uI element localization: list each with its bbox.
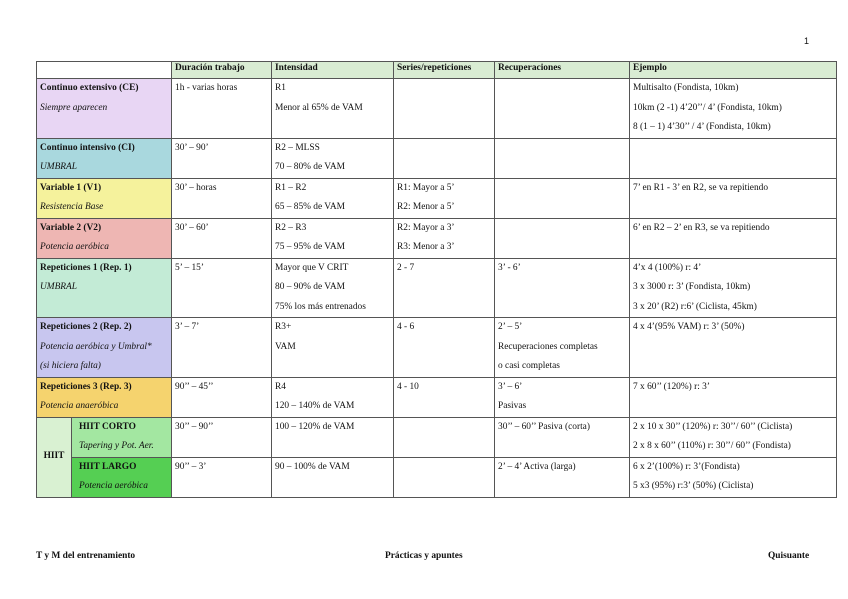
ejemplo-cell xyxy=(630,457,837,497)
intensidad-cell xyxy=(272,457,394,497)
ejemplo-cell xyxy=(630,138,837,178)
method-name: Continuo extensivo (CE) xyxy=(40,83,139,93)
ejemplo-cell-line: 2 x 8 x 60’’ (110%) r: 30’’/ 60’’ (Fondista) xyxy=(633,441,791,451)
duracion-cell-text: 5’ – 15’ xyxy=(175,262,204,273)
table-row xyxy=(37,258,837,318)
intensidad-cell xyxy=(272,178,394,218)
intensidad-cell-line: R1 xyxy=(275,83,286,93)
recuperaciones-cell-line: 30’’ – 60’’ Pasiva (corta) xyxy=(498,421,590,432)
table-row xyxy=(37,318,837,378)
footer-center: Prácticas y apuntes xyxy=(385,551,463,561)
method-name-cell xyxy=(37,377,172,417)
ejemplo-cell-line: 8 (1 – 1) 4’30’’ / 4’ (Fondista, 10km) xyxy=(633,122,771,132)
ejemplo-cell xyxy=(630,218,837,258)
table-row xyxy=(37,218,837,258)
ejemplo-cell-line: 4 x 4’(95% VAM) r: 3’ (50%) xyxy=(633,322,745,332)
table-body xyxy=(37,79,837,498)
method-name-cell xyxy=(37,138,172,178)
hiit-subtitle: Tapering y Pot. Aer. xyxy=(79,441,154,451)
table-row xyxy=(37,138,837,178)
duracion-cell-text: 30’’ – 90’’ xyxy=(175,421,214,432)
recuperaciones-cell-line: 3’ - 6’ xyxy=(498,262,521,273)
duracion-cell xyxy=(172,457,272,497)
series-cell-line: R2: Menor a 5’ xyxy=(397,202,455,212)
ejemplo-cell-line: 5 x3 (95%) r:3’ (50%) (Ciclista) xyxy=(633,481,754,491)
ejemplo-cell xyxy=(630,258,837,318)
ejemplo-cell-line: 6 x 2’(100%) r: 3’(Fondista) xyxy=(633,461,740,472)
duracion-cell-text: 90’’ – 3’ xyxy=(175,461,207,472)
intensidad-cell xyxy=(272,377,394,417)
hiit-subtitle: Potencia aeróbica xyxy=(79,481,148,491)
duracion-cell-text: 90’’ – 45’’ xyxy=(175,381,214,392)
duracion-cell-text: 3’ – 7’ xyxy=(175,322,200,332)
intensidad-cell-line: R1 – R2 xyxy=(275,182,307,193)
intensidad-cell-line: R2 – R3 xyxy=(275,222,307,233)
ejemplo-cell xyxy=(630,178,837,218)
method-name-cell xyxy=(37,218,172,258)
ejemplo-cell xyxy=(630,377,837,417)
duracion-cell xyxy=(172,79,272,139)
method-name: Variable 1 (V1) xyxy=(40,182,102,193)
method-name: Repeticiones 1 (Rep. 1) xyxy=(40,262,132,273)
header-duracion: Duración trabajo xyxy=(172,62,272,79)
intensidad-cell-line: Menor al 65% de VAM xyxy=(275,102,363,113)
table-row xyxy=(37,79,837,139)
intensidad-cell-line: 90 – 100% de VAM xyxy=(275,461,350,472)
table-row xyxy=(37,377,837,417)
method-subtitle: Potencia aeróbica y Umbral* xyxy=(40,341,152,352)
series-cell xyxy=(394,377,495,417)
ejemplo-cell-line: 3 x 3000 r: 3’ (Fondista, 10km) xyxy=(633,282,751,292)
method-subtitle: UMBRAL xyxy=(40,162,77,172)
table-row-hiit xyxy=(37,457,837,497)
series-cell xyxy=(394,218,495,258)
series-cell xyxy=(394,138,495,178)
recuperaciones-cell xyxy=(495,377,630,417)
hiit-name: HIIT CORTO xyxy=(79,421,136,432)
duracion-cell-text: 30’ – horas xyxy=(175,182,217,193)
recuperaciones-cell xyxy=(495,318,630,378)
recuperaciones-cell xyxy=(495,457,630,497)
table-row xyxy=(37,178,837,218)
series-cell-line: R3: Menor a 3’ xyxy=(397,242,455,252)
table-row-hiit xyxy=(37,417,837,457)
method-subtitle: Potencia aeróbica xyxy=(40,242,109,252)
intensidad-cell-line: Mayor que V CRIT xyxy=(275,262,349,273)
method-name-cell xyxy=(37,258,172,318)
duracion-cell xyxy=(172,377,272,417)
header-ejemplo: Ejemplo xyxy=(630,62,837,79)
hiit-name-cell xyxy=(72,457,172,497)
ejemplo-cell-line: 2 x 10 x 30’’ (120%) r: 30’’/ 60’’ (Ciclista) xyxy=(633,421,793,432)
series-cell-line: 2 - 7 xyxy=(397,262,415,273)
recuperaciones-cell-line: Recuperaciones completas xyxy=(498,341,598,352)
ejemplo-cell xyxy=(630,417,837,457)
duracion-cell xyxy=(172,417,272,457)
intensidad-cell-line: 120 – 140% de VAM xyxy=(275,401,355,411)
series-cell-line: R1: Mayor a 5’ xyxy=(397,182,455,193)
method-name: Continuo intensivo (CI) xyxy=(40,142,135,153)
intensidad-cell-line: 75 – 95% de VAM xyxy=(275,242,345,252)
ejemplo-cell-line: 6’ en R2 – 2’ en R3, se va repitiendo xyxy=(633,222,770,233)
method-subtitle: Potencia anaeróbica xyxy=(40,401,119,411)
intensidad-cell-line: 70 – 80% de VAM xyxy=(275,162,345,172)
intensidad-cell xyxy=(272,79,394,139)
hiit-name: HIIT LARGO xyxy=(79,461,137,472)
method-name-cell xyxy=(37,318,172,378)
intensidad-cell-line: 100 – 120% de VAM xyxy=(275,421,355,432)
recuperaciones-cell-line: 2’ – 5’ xyxy=(498,322,523,332)
recuperaciones-cell xyxy=(495,138,630,178)
header-empty-cell xyxy=(37,62,172,79)
method-subtitle: UMBRAL xyxy=(40,282,77,292)
recuperaciones-cell xyxy=(495,218,630,258)
recuperaciones-cell-line: Pasivas xyxy=(498,401,527,411)
hiit-name-cell xyxy=(72,417,172,457)
ejemplo-cell-line: 10km (2 -1) 4’20’’/ 4’ (Fondista, 10km) xyxy=(633,102,782,113)
duracion-cell xyxy=(172,318,272,378)
recuperaciones-cell-line: o casi completas xyxy=(498,361,560,371)
training-methods-table xyxy=(36,61,837,498)
intensidad-cell-line: 75% los más entrenados xyxy=(275,301,366,312)
intensidad-cell xyxy=(272,138,394,178)
intensidad-cell-line: VAM xyxy=(275,341,296,352)
duracion-cell-text: 30’ – 90’ xyxy=(175,142,209,153)
intensidad-cell xyxy=(272,417,394,457)
recuperaciones-cell xyxy=(495,417,630,457)
intensidad-cell xyxy=(272,258,394,318)
method-name-cell xyxy=(37,79,172,139)
series-cell xyxy=(394,457,495,497)
duracion-cell-text: 30’ – 60’ xyxy=(175,222,209,233)
intensidad-cell xyxy=(272,218,394,258)
hiit-group-label: HIIT xyxy=(37,417,72,497)
ejemplo-cell xyxy=(630,79,837,139)
intensidad-cell-line: R4 xyxy=(275,381,286,392)
intensidad-cell-line: 65 – 85% de VAM xyxy=(275,202,345,212)
method-name: Variable 2 (V2) xyxy=(40,222,102,233)
duracion-cell xyxy=(172,258,272,318)
recuperaciones-cell-line: 3’ – 6’ xyxy=(498,381,523,392)
series-cell xyxy=(394,79,495,139)
intensidad-cell xyxy=(272,318,394,378)
header-intensidad: Intensidad xyxy=(272,62,394,79)
series-cell xyxy=(394,258,495,318)
footer-right: Quisuante xyxy=(768,551,810,561)
intensidad-cell-line: R3+ xyxy=(275,322,292,332)
series-cell xyxy=(394,178,495,218)
series-cell xyxy=(394,417,495,457)
table-header-row xyxy=(37,62,837,79)
intensidad-cell-line: R2 – MLSS xyxy=(275,142,320,153)
recuperaciones-cell xyxy=(495,79,630,139)
ejemplo-cell-line: 3 x 20’ (R2) r:6’ (Ciclista, 45km) xyxy=(633,301,757,312)
ejemplo-cell xyxy=(630,318,837,378)
duracion-cell xyxy=(172,178,272,218)
recuperaciones-cell xyxy=(495,178,630,218)
header-series: Series/repeticiones xyxy=(394,62,495,79)
ejemplo-cell-line: Multisalto (Fondista, 10km) xyxy=(633,83,739,93)
footer-left: T y M del entrenamiento xyxy=(36,551,136,561)
duracion-cell-text: 1h - varias horas xyxy=(175,83,238,93)
ejemplo-cell-line: 7 x 60’’ (120%) r: 3’ xyxy=(633,381,710,392)
series-cell-line: 4 - 6 xyxy=(397,322,415,332)
duracion-cell xyxy=(172,218,272,258)
intensidad-cell-line: 80 – 90% de VAM xyxy=(275,282,345,292)
series-cell-line: R2: Mayor a 3’ xyxy=(397,222,455,233)
method-subtitle: Siempre aparecen xyxy=(40,102,108,113)
ejemplo-cell-line: 7’ en R1 - 3’ en R2, se va repitiendo xyxy=(633,182,769,193)
page-number: 1 xyxy=(804,36,810,46)
recuperaciones-cell xyxy=(495,258,630,318)
duracion-cell xyxy=(172,138,272,178)
method-name: Repeticiones 2 (Rep. 2) xyxy=(40,322,132,332)
header-recuperaciones: Recuperaciones xyxy=(495,62,630,79)
series-cell xyxy=(394,318,495,378)
recuperaciones-cell-line: 2’ – 4’ Activa (larga) xyxy=(498,461,576,472)
method-name-cell xyxy=(37,178,172,218)
series-cell-line: 4 - 10 xyxy=(397,381,419,392)
method-subtitle: Resistencia Base xyxy=(40,202,104,212)
ejemplo-cell-line: 4’x 4 (100%) r: 4’ xyxy=(633,262,702,273)
method-name: Repeticiones 3 (Rep. 3) xyxy=(40,381,132,392)
method-subtitle-note: (si hiciera falta) xyxy=(40,361,101,371)
